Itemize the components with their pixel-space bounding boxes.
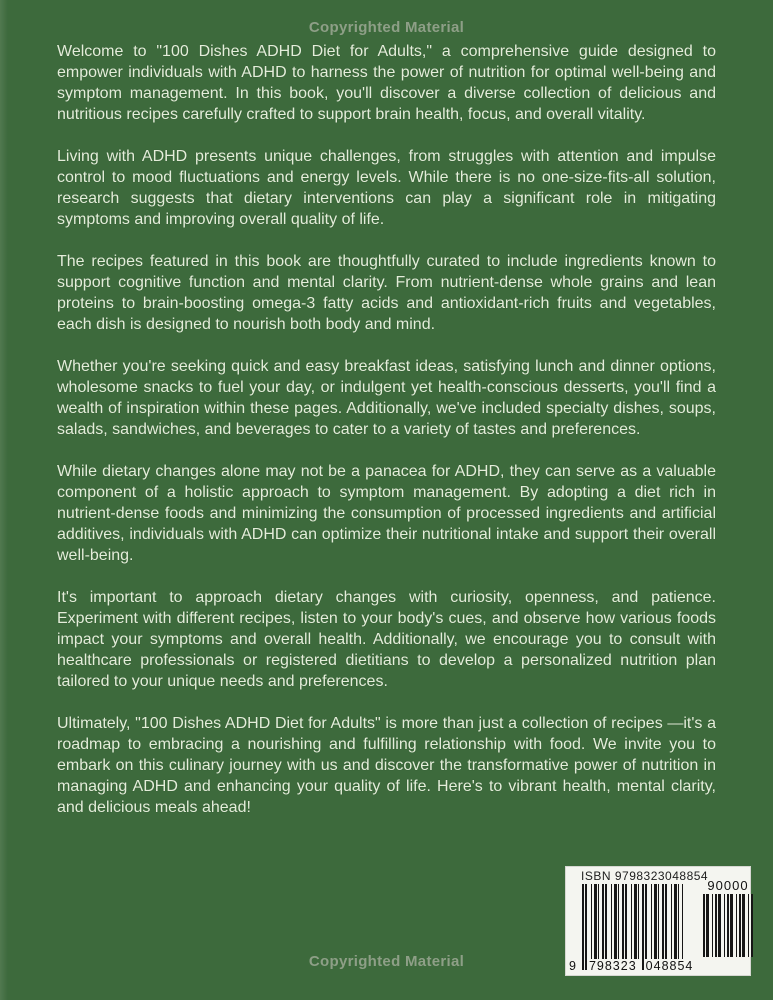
price-add-on-code: 90000 — [707, 878, 749, 893]
paragraph-recipes: The recipes featured in this book are thoughtfully curated to include ingredients known to support cognitive function and mental clarity. From nutrient-dense whole grains and lean proteins to brain-boosting omega-3 fatty acids and antioxidant-rich fruits and vegetables, each dish is designed to nourish both body and mind. — [57, 253, 716, 333]
copyright-banner-bottom: Copyrighted Material — [308, 953, 465, 970]
paragraph-dietary: While dietary changes alone may not be a panacea for ADHD, they can serve as a valuable component of a holistic approach to symptom management. By adopting a diet rich in nutrient-dense foods and minimizing the consumption of processed ingredients and artificial additives, individuals with ADHD can optimize their nutritional intake and support their overall well-being. — [57, 463, 716, 564]
barcode-digit-group-1: 798323 — [588, 959, 637, 973]
paragraph-welcome: Welcome to "100 Dishes ADHD Diet for Adults," a comprehensive guide designed to empower individuals with ADHD to harness the power of nutrition for optimal well-being and symptom management. In this book, you'll discover a diverse collection of delicious and nutritious recipes carefully crafted to support brain health, focus, and overall vitality. — [57, 43, 716, 123]
price-add-on-barcode — [703, 879, 753, 957]
price-add-on-bars — [703, 894, 753, 957]
paragraph-whether: Whether you're seeking quick and easy breakfast ideas, satisfying lunch and dinner options, wholesome snacks to fuel your day, or indulgent yet health-conscious desserts, you'll find a wealth of inspiration within these pages. Additionally, we've included specialty dishes, soups, salads, sandwiches, and beverages to cater to a variety of tastes and preferences. — [57, 358, 716, 438]
page-edge-highlight — [0, 0, 8, 1000]
barcode-digit-prefix: 9 — [569, 959, 577, 973]
barcode-digit-group-2: 048854 — [645, 959, 694, 973]
paragraph-living-adhd: Living with ADHD presents unique challenges, from struggles with attention and impulse control to mood fluctuations and energy levels. While there is no one-size-fits-all solution, research suggests that dietary interventions can play a significant role in mitigating symptoms and improving overall quality of life. — [57, 148, 716, 228]
copyright-banner-top: Copyrighted Material — [308, 19, 465, 36]
paragraph-ultimately: Ultimately, "100 Dishes ADHD Diet for Adults" is more than just a collection of recipes —it's a roadmap to embracing a nourishing and fulfilling relationship with food. We invite you to embark on this culinary journey with us and discover the transformative power of nutrition in managing ADHD and enhancing your quality of life. Here's to vibrant health, mental clarity, and delicious meals ahead! — [57, 715, 716, 816]
paragraph-important: It's important to approach dietary changes with curiosity, openness, and patience. Experiment with different recipes, listen to your body's cues, and observe how various foods impact your symptoms and overall health. Additionally, we encourage you to consult with healthcare professionals or registered dietitians to develop a personalized nutrition plan tailored to your unique needs and preferences. — [57, 589, 716, 690]
back-cover-text — [57, 41, 716, 818]
isbn-label: ISBN 9798323048854 — [581, 869, 709, 883]
